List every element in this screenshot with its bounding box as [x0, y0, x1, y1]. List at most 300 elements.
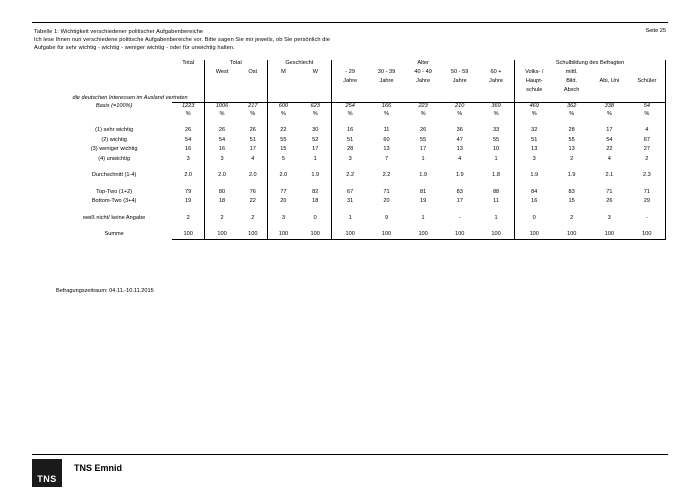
- brule-11: [515, 239, 554, 240]
- sub-header-row-3: [56, 86, 666, 95]
- footer-divider: [32, 454, 668, 455]
- r4-a60: 1: [494, 155, 498, 162]
- cell-basis-total: 1223: [181, 103, 195, 110]
- r6-mittl: 83: [568, 188, 575, 195]
- r7-m: 20: [267, 196, 299, 206]
- title-line-1: Tabelle 1: Wichtigkeit verschiedener politischer Aufgabenbereiche: [34, 29, 204, 35]
- sp1-13: [590, 118, 629, 125]
- brule-4: [267, 239, 299, 240]
- subhdr-blank: [56, 68, 172, 77]
- sp2-9: [441, 163, 478, 170]
- sp2-12: [553, 163, 590, 170]
- page-number: Seite 25: [645, 28, 666, 34]
- r2-west: 54: [205, 135, 239, 145]
- table-subtitle: die deutschen Interessen im Ausland vertreten: [72, 94, 188, 101]
- group-header-total: Total: [182, 60, 195, 66]
- table-row: [56, 187, 666, 197]
- subhdr2-abi: Abi, Uni: [599, 78, 620, 84]
- r7-mittl: 15: [568, 198, 575, 205]
- brule-6: [332, 239, 369, 240]
- sp4-11: [515, 206, 554, 213]
- pct-abi: %: [606, 110, 612, 117]
- spacer-row-4: [56, 206, 666, 213]
- sp2-14: [629, 163, 666, 170]
- r8-a5059: -: [458, 214, 461, 221]
- r4-a5059: 4: [458, 155, 462, 162]
- subhdr-age-5059: 50 - 59: [450, 69, 469, 75]
- title-line-3: Aufgabe für sehr wichtig - wichtig - weniger wichtig - oder für unwichtig halten.: [34, 45, 235, 52]
- sp3-0: [56, 180, 172, 187]
- r9-w: 100: [310, 231, 320, 238]
- subhdr-schueler-blank: [629, 68, 666, 77]
- table-row: [56, 144, 666, 154]
- r5-a60: 1.8: [492, 172, 500, 179]
- sp2-3: [239, 163, 267, 170]
- subhdr3-schueler-x: [629, 86, 666, 95]
- r9-a4049: 100: [418, 231, 428, 238]
- table-row: [56, 170, 666, 180]
- sp5-12: [553, 222, 590, 229]
- r7-abi: 26: [606, 198, 613, 205]
- r4-m: 5: [267, 154, 299, 164]
- r1-a60: 33: [492, 127, 500, 134]
- sp2-2: [205, 163, 239, 170]
- sp4-13: [590, 206, 629, 213]
- r2-m: 55: [267, 135, 299, 145]
- sp2-0: [56, 163, 172, 170]
- table-row: [56, 154, 666, 164]
- r5-volks: 1.9: [515, 170, 554, 180]
- subhdr2-volks-2: Haupt-: [515, 77, 554, 86]
- table-row-percent: [56, 111, 666, 119]
- data-table-wrapper: [56, 60, 666, 240]
- subhdr-age-4049: 40 - 49: [414, 69, 432, 75]
- r6-total: 79: [185, 188, 192, 195]
- sp4-12: [553, 206, 590, 213]
- sp2-4: [267, 163, 299, 170]
- sp1-1: [172, 118, 204, 125]
- r8-a60: 1: [494, 214, 498, 221]
- sp5-14: [629, 222, 666, 229]
- r1-volks: 32: [515, 125, 554, 135]
- subhdr2-ost: [239, 77, 267, 86]
- r6-volks: 84: [515, 187, 554, 197]
- table-row: [56, 135, 666, 145]
- r8-w: 0: [313, 214, 317, 221]
- r4-a3039: 7: [384, 155, 389, 162]
- r3-west: 16: [205, 144, 239, 154]
- r9-a29: 100: [332, 229, 369, 239]
- sp1-4: [267, 118, 299, 125]
- sp3-10: [478, 180, 515, 187]
- sp4-8: [405, 206, 442, 213]
- r8-mittl: 2: [570, 214, 574, 221]
- sp2-13: [590, 163, 629, 170]
- sp4-9: [441, 206, 478, 213]
- sp2-11: [515, 163, 554, 170]
- cell-basis-a29: 254: [332, 103, 369, 111]
- sp4-7: [368, 206, 405, 213]
- group-header-geschlecht: Geschlecht: [267, 60, 332, 68]
- pct-mittl: %: [569, 110, 575, 117]
- r5-abi: 2.1: [605, 172, 614, 179]
- sp3-5: [299, 180, 331, 187]
- table-row: [56, 229, 666, 239]
- sub-header-row-1: [56, 68, 666, 77]
- sp4-1: [172, 206, 204, 213]
- brule-2: [205, 239, 239, 240]
- r1-schueler: 4: [629, 125, 666, 135]
- r2-w: 52: [312, 136, 319, 143]
- sp3-9: [441, 180, 478, 187]
- r8-a3039: 9: [384, 214, 389, 221]
- brule-0: [56, 239, 172, 240]
- r5-a29: 2.2: [332, 170, 369, 180]
- r4-total: 3: [186, 155, 190, 162]
- r4-abi: 4: [607, 155, 611, 162]
- pct-a4049: %: [420, 110, 426, 117]
- sp1-5: [299, 118, 331, 125]
- subhdr3-age-60-x: [478, 86, 515, 95]
- subhdr2-w: [299, 77, 331, 86]
- subhdr2-age-3039-jahre: Jahre: [379, 78, 394, 84]
- table-row: [56, 213, 666, 223]
- pct-volks: %: [515, 111, 554, 119]
- tns-logo: TNS: [32, 459, 62, 487]
- sp1-12: [553, 118, 590, 125]
- sp5-9: [441, 222, 478, 229]
- r4-w: 1: [313, 155, 317, 162]
- cell-basis-mittl: 362: [566, 103, 577, 110]
- header-divider: [32, 22, 668, 23]
- sp4-10: [478, 206, 515, 213]
- subhdr-m: M: [267, 68, 299, 77]
- data-table: [56, 60, 666, 240]
- row-label-percent: [56, 111, 172, 119]
- sp4-6: [332, 206, 369, 213]
- r3-a4049: 17: [419, 146, 427, 153]
- r3-a29: 28: [332, 144, 369, 154]
- pct-west: %: [205, 111, 239, 119]
- r6-a3039: 71: [383, 188, 390, 195]
- r1-w: 30: [312, 127, 319, 134]
- subhdr3-volks-3: schule: [515, 86, 554, 95]
- r1-ost: 26: [249, 127, 256, 134]
- r2-ost: 51: [249, 136, 256, 143]
- sp1-8: [405, 118, 442, 125]
- subhdr2-m: [267, 77, 299, 86]
- r2-a29: 51: [332, 135, 369, 145]
- group-header-schulbildung: Schulbildung des Befragten: [515, 60, 666, 68]
- sp3-2: [205, 180, 239, 187]
- r7-total: 19: [185, 198, 192, 205]
- group-header-blank: [56, 60, 172, 68]
- cell-basis-m: 600: [267, 103, 299, 111]
- r6-m: 77: [267, 187, 299, 197]
- r6-ost: 76: [249, 188, 256, 195]
- r8-schueler: -: [629, 213, 666, 223]
- sp2-6: [332, 163, 369, 170]
- sp4-3: [239, 206, 267, 213]
- sp3-14: [629, 180, 666, 187]
- r5-west: 2.0: [205, 170, 239, 180]
- sp3-1: [172, 180, 204, 187]
- r7-a5059: 17: [456, 198, 463, 205]
- sp5-3: [239, 222, 267, 229]
- sp1-10: [478, 118, 515, 125]
- sub-sp-4: [515, 95, 666, 103]
- cell-basis-a3039: 166: [381, 103, 392, 110]
- sp1-3: [239, 118, 267, 125]
- r4-a4049: 1: [421, 155, 425, 162]
- spacer-row-2: [56, 163, 666, 170]
- spacer-row-5: [56, 222, 666, 229]
- subhdr-age-60: 60 +: [490, 69, 502, 75]
- group-header-total2: Total: [205, 60, 267, 68]
- r9-schueler: 100: [629, 229, 666, 239]
- r5-total: 2.0: [184, 172, 193, 179]
- r6-schueler: 71: [629, 187, 666, 197]
- sp2-7: [368, 163, 405, 170]
- r7-a3039: 20: [383, 198, 390, 205]
- sp3-11: [515, 180, 554, 187]
- subhdr3-m: [267, 86, 299, 95]
- cell-basis-w: 623: [310, 103, 320, 110]
- brand-name: TNS Emnid: [74, 463, 123, 473]
- sp5-2: [205, 222, 239, 229]
- r2-mittl: 55: [568, 136, 575, 143]
- row-label-1: (1) sehr wichtig: [95, 127, 134, 134]
- r5-w: 1.9: [311, 172, 320, 179]
- subhdr2-west: [205, 77, 239, 86]
- group-header-row: [56, 60, 666, 68]
- r7-volks: 16: [515, 196, 554, 206]
- r9-mittl: 100: [566, 231, 577, 238]
- r2-a60: 55: [492, 136, 500, 143]
- subhdr2-mittl-2: Bild.: [566, 78, 578, 84]
- cell-basis-ost: 217: [248, 103, 258, 110]
- r4-volks: 3: [515, 154, 554, 164]
- r3-volks: 13: [515, 144, 554, 154]
- brule-13: [590, 239, 629, 240]
- r6-a4049: 81: [419, 188, 427, 195]
- r6-abi: 71: [606, 188, 613, 195]
- r8-abi: 3: [607, 214, 611, 221]
- sp3-12: [553, 180, 590, 187]
- cell-basis-a60: 369: [491, 103, 501, 110]
- r7-ost: 22: [249, 198, 256, 205]
- subhdr3-abi-x: [590, 86, 629, 95]
- subhdr2-total: [172, 77, 204, 86]
- subhdr2-age-4049-jahre: Jahre: [416, 78, 431, 84]
- pct-a3039: %: [384, 110, 389, 117]
- sp4-0: [56, 206, 172, 213]
- r8-west: 2: [205, 213, 239, 223]
- r3-a5059: 13: [456, 146, 463, 153]
- sp5-8: [405, 222, 442, 229]
- r6-a5059: 83: [456, 188, 463, 195]
- cell-basis-a5059: 210: [455, 103, 465, 110]
- sp1-2: [205, 118, 239, 125]
- r3-w: 17: [312, 146, 319, 153]
- r7-a29: 31: [332, 196, 369, 206]
- subhdr3-age-4049-x: [405, 86, 442, 95]
- cell-basis-a4049: 223: [418, 103, 428, 110]
- r6-w: 82: [312, 188, 319, 195]
- subhdr3-age-5059-x: [441, 86, 478, 95]
- sp5-6: [332, 222, 369, 229]
- sp5-7: [368, 222, 405, 229]
- table-row: [56, 196, 666, 206]
- r5-ost: 2.0: [248, 172, 257, 179]
- r6-west: 80: [205, 187, 239, 197]
- sp4-14: [629, 206, 666, 213]
- sp3-8: [405, 180, 442, 187]
- subhdr3-west: [205, 86, 239, 95]
- table-row: [56, 125, 666, 135]
- brule-12: [553, 239, 590, 240]
- subhdr-abi-blank: [590, 68, 629, 77]
- subhdr-age-3039: 30 - 39: [377, 69, 396, 75]
- r4-schueler: 2: [629, 154, 666, 164]
- r9-west: 100: [205, 229, 239, 239]
- subhdr3-age-3039-x: [368, 86, 405, 95]
- sp1-14: [629, 118, 666, 125]
- sp2-5: [299, 163, 331, 170]
- row-label-4: (4) unwichtig: [98, 155, 130, 162]
- r3-mittl: 13: [568, 146, 575, 153]
- subhdr3-ost: [239, 86, 267, 95]
- r2-schueler: 67: [629, 135, 666, 145]
- subhdr-total: [172, 68, 204, 77]
- subhdr-age-29: - 29: [332, 68, 369, 77]
- brule-14: [629, 239, 666, 240]
- r5-a5059: 1.9: [455, 172, 464, 179]
- r2-total: 54: [185, 136, 192, 143]
- subhdr2-age-29-jahre: Jahre: [332, 77, 369, 86]
- r1-m: 22: [267, 125, 299, 135]
- r5-a4049: 1.9: [419, 172, 427, 179]
- r6-a60: 88: [492, 188, 500, 195]
- sub-sp-1: [205, 95, 267, 103]
- r9-a3039: 100: [381, 231, 392, 238]
- r8-volks: 0: [515, 213, 554, 223]
- sp2-10: [478, 163, 515, 170]
- r9-abi: 100: [604, 231, 614, 238]
- sp4-4: [267, 206, 299, 213]
- pct-w: %: [312, 110, 318, 117]
- cell-basis-west: 1006: [205, 103, 239, 111]
- brule-10: [478, 239, 515, 240]
- row-label-basis: Basis (=100%): [95, 103, 133, 110]
- r8-ost: 2: [251, 214, 255, 221]
- sp2-8: [405, 163, 442, 170]
- pct-ost: %: [250, 110, 256, 117]
- row-label-durchschnitt: Durchschnitt (1-4): [91, 172, 137, 179]
- row-label-3: (3) weniger wichtig: [90, 146, 138, 153]
- sp3-3: [239, 180, 267, 187]
- r1-west: 26: [205, 125, 239, 135]
- r9-a60: 100: [491, 231, 501, 238]
- sp5-4: [267, 222, 299, 229]
- r2-a5059: 47: [456, 136, 463, 143]
- table-subtitle-row: [56, 95, 666, 103]
- sub-sp-2: [267, 95, 332, 103]
- subhdr2-schueler: Schüler: [629, 77, 666, 86]
- row-label-weiss-nicht: weiß nicht/ keine Angabe: [83, 214, 146, 221]
- r2-a4049: 55: [419, 136, 427, 143]
- row-label-summe: Summe: [104, 231, 124, 238]
- brule-7: [368, 239, 405, 240]
- cell-basis-schueler: 54: [629, 103, 666, 111]
- sp3-6: [332, 180, 369, 187]
- r5-a3039: 2.2: [382, 172, 391, 179]
- sp3-4: [267, 180, 299, 187]
- r9-m: 100: [267, 229, 299, 239]
- r3-m: 15: [267, 144, 299, 154]
- r9-ost: 100: [248, 231, 258, 238]
- r6-a29: 67: [332, 187, 369, 197]
- spacer-row-1: [56, 118, 666, 125]
- r3-a60: 10: [492, 146, 500, 153]
- sp1-0: [56, 118, 172, 125]
- r1-a3039: 11: [383, 127, 390, 134]
- r1-a29: 16: [332, 125, 369, 135]
- r4-ost: 4: [251, 155, 255, 162]
- r1-mittl: 28: [568, 127, 575, 134]
- r3-ost: 17: [249, 146, 256, 153]
- r7-w: 18: [312, 198, 319, 205]
- r1-a4049: 26: [419, 127, 427, 134]
- r3-total: 16: [185, 146, 192, 153]
- r8-a4049: 1: [421, 214, 425, 221]
- subhdr-west: West: [205, 68, 239, 77]
- subhdr3-blank: [56, 86, 172, 95]
- r5-schueler: 2.3: [629, 170, 666, 180]
- sp5-11: [515, 222, 554, 229]
- sp5-5: [299, 222, 331, 229]
- sub-sp-3: [332, 95, 515, 103]
- r9-total: 100: [183, 231, 193, 238]
- sp5-0: [56, 222, 172, 229]
- sp1-6: [332, 118, 369, 125]
- subhdr3-mittl-3: Absch: [563, 87, 580, 93]
- r7-a4049: 19: [419, 198, 427, 205]
- r8-m: 3: [267, 213, 299, 223]
- sp3-7: [368, 180, 405, 187]
- sp4-2: [205, 206, 239, 213]
- r9-volks: 100: [515, 229, 554, 239]
- sp3-13: [590, 180, 629, 187]
- brule-8: [405, 239, 442, 240]
- row-label-bottom-two: Bottom-Two (3+4): [91, 198, 137, 205]
- subhdr-ost: Ost: [248, 69, 258, 75]
- r3-abi: 22: [606, 146, 613, 153]
- sp5-1: [172, 222, 204, 229]
- title-line-2: Ich lese Ihnen nun verschiedene politische Aufgabenbereiche vor. Bitte sagen Sie mir jeweils, ob Sie persönlich die: [34, 37, 331, 44]
- row-label-top-two: Top-Two (1+2): [96, 188, 133, 195]
- brule-5: [299, 239, 331, 240]
- cell-basis-volks: 469: [515, 103, 554, 111]
- r2-a3039: 60: [383, 136, 390, 143]
- subhdr3-age-29-x: [332, 86, 369, 95]
- r4-a29: 3: [332, 154, 369, 164]
- subhdr-mittl-1: mittl.: [565, 69, 578, 75]
- sp1-11: [515, 118, 554, 125]
- pct-schueler: %: [629, 111, 666, 119]
- r1-a5059: 36: [456, 127, 463, 134]
- sp4-5: [299, 206, 331, 213]
